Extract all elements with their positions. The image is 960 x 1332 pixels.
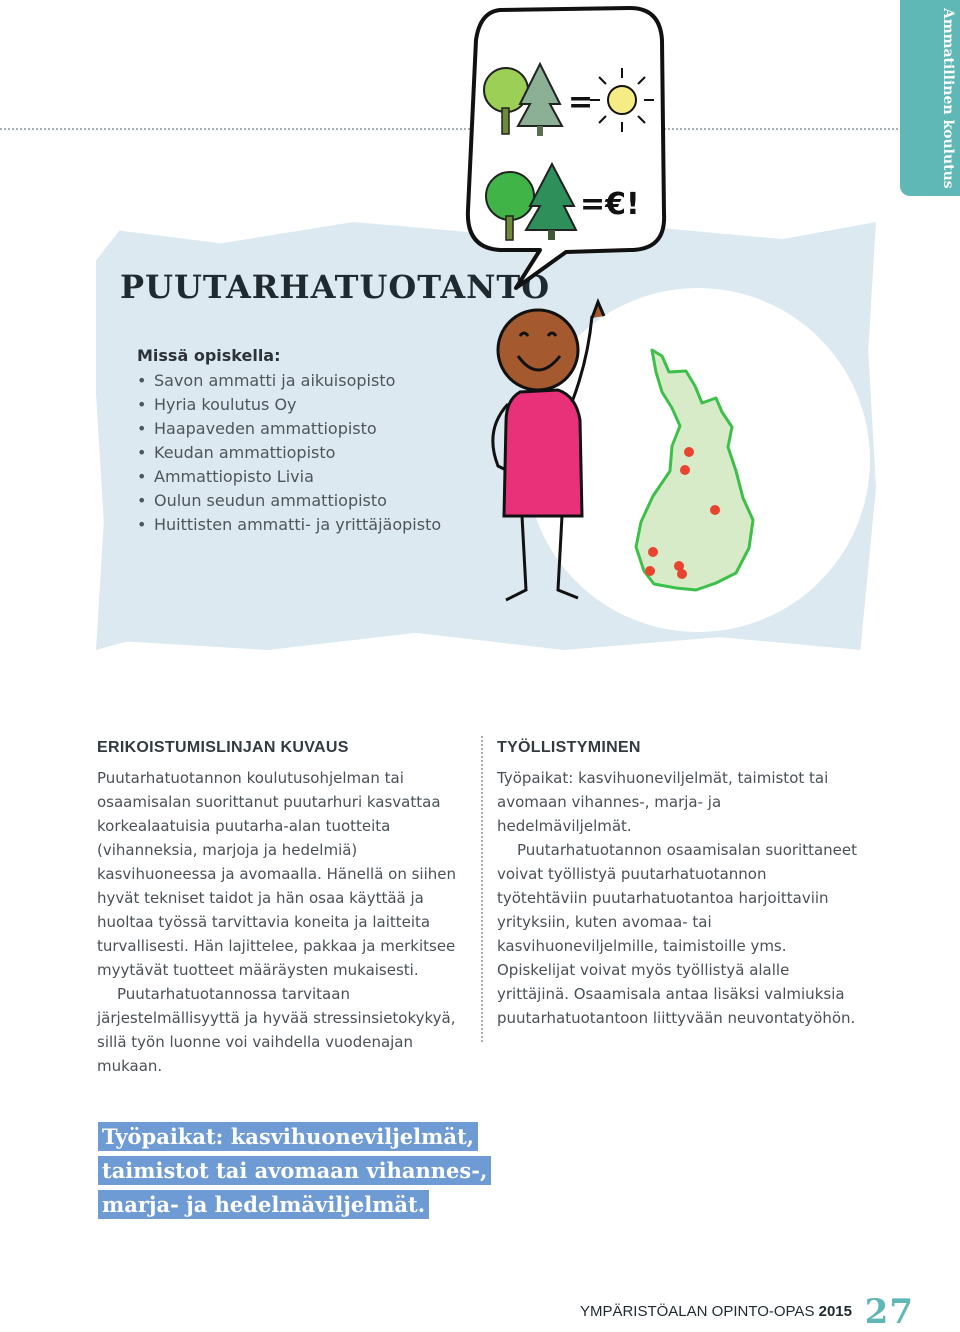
- school-item: • Savon ammatti ja aikuisopisto: [137, 369, 441, 393]
- section-tab-label: Ammatillinen koulutus: [940, 8, 956, 189]
- schools-block: [137, 346, 441, 537]
- page-title: PUUTARHATUOTANTO: [120, 268, 551, 306]
- description-paragraph: Puutarhatuotannossa tarvitaan järjestelmällisyyttä ja hyvää stressinsietokykyä, sillä työn luonne voi vaihdella vuodenajan mukaan.: [97, 985, 456, 1075]
- description-paragraph: Puutarhatuotannon koulutusohjelman tai osaamisalan suorittanut puutarhuri kasvattaa korkealaatuisia puutarha-alan tuotteita (vihanneksia, marjoja ja hedelmiä) kasvihuoneessa ja avomaalla. Hänellä on siihen hyvät tekniset taidot ja hän osaa käyttää ja huoltaa työssä tarvittavia koneita ja laitteita turvallisesti. Hän lajittelee, pakkaa ja merkitsee myytävät tuotteet määräysten mukaisesti.: [97, 769, 456, 979]
- money-symbol: =€!: [580, 187, 640, 222]
- sun-icon: [590, 68, 654, 132]
- employment-column: [497, 736, 857, 1030]
- footer: [580, 1303, 852, 1320]
- location-dot: [684, 447, 694, 457]
- illustration: [440, 0, 880, 660]
- employment-heading: TYÖLLISTYMINEN: [497, 739, 641, 756]
- employment-paragraph: Puutarhatuotannon osaamisalan suorittaneet voivat työllistyä puutarhatuotannon työtehtäviin puutarhatuotantoa harjoittaviin yrityksiin, kuten avomaa- tai kasvihuoneviljelmille, taimistoille yms. Opiskelijat voivat myös työllistyä alalle yrittäjinä. Osaamisala antaa lisäksi valmiuksia puutarhatuotantoon liittyvään neuvontatyöhön.: [497, 841, 858, 1027]
- person-head: [498, 310, 578, 390]
- location-dot: [710, 505, 720, 515]
- highlight-text: Työpaikat: kasvihuoneviljelmät, taimistot tai avomaan vihannes-, marja- ja hedelmäviljelmät.: [98, 1122, 491, 1219]
- publication-year: 2015: [818, 1303, 852, 1320]
- speech-bubble: [468, 8, 664, 288]
- equals-symbol: =: [568, 85, 594, 120]
- description-column: [97, 736, 472, 1078]
- school-item: • Hyria koulutus Oy: [137, 393, 441, 417]
- person-shirt: [504, 390, 582, 516]
- publication-name: YMPÄRISTÖALAN OPINTO-OPAS: [579, 1303, 815, 1320]
- column-divider: [481, 736, 483, 1042]
- schools-list: [137, 369, 441, 537]
- description-heading: ERIKOISTUMISLINJAN KUVAUS: [97, 739, 349, 756]
- school-item: • Oulun seudun ammattiopisto: [137, 489, 441, 513]
- school-item: • Huittisten ammatti- ja yrittäjäopisto: [137, 513, 441, 537]
- location-dot: [680, 465, 690, 475]
- location-dot: [645, 566, 655, 576]
- schools-label: Missä opiskella:: [137, 346, 281, 365]
- page-number: 27: [864, 1292, 914, 1332]
- school-item: • Haapaveden ammattiopisto: [137, 417, 441, 441]
- employment-paragraph: Työpaikat: kasvihuoneviljelmät, taimistot tai avomaan vihannes-, marja- ja hedelmäviljelmät.: [497, 769, 829, 835]
- location-dot: [648, 547, 658, 557]
- school-item: • Ammattiopisto Livia: [137, 465, 441, 489]
- section-tab: [900, 0, 960, 196]
- highlight-quote: [98, 1120, 558, 1222]
- school-item: • Keudan ammattiopisto: [137, 441, 441, 465]
- location-dot: [677, 569, 687, 579]
